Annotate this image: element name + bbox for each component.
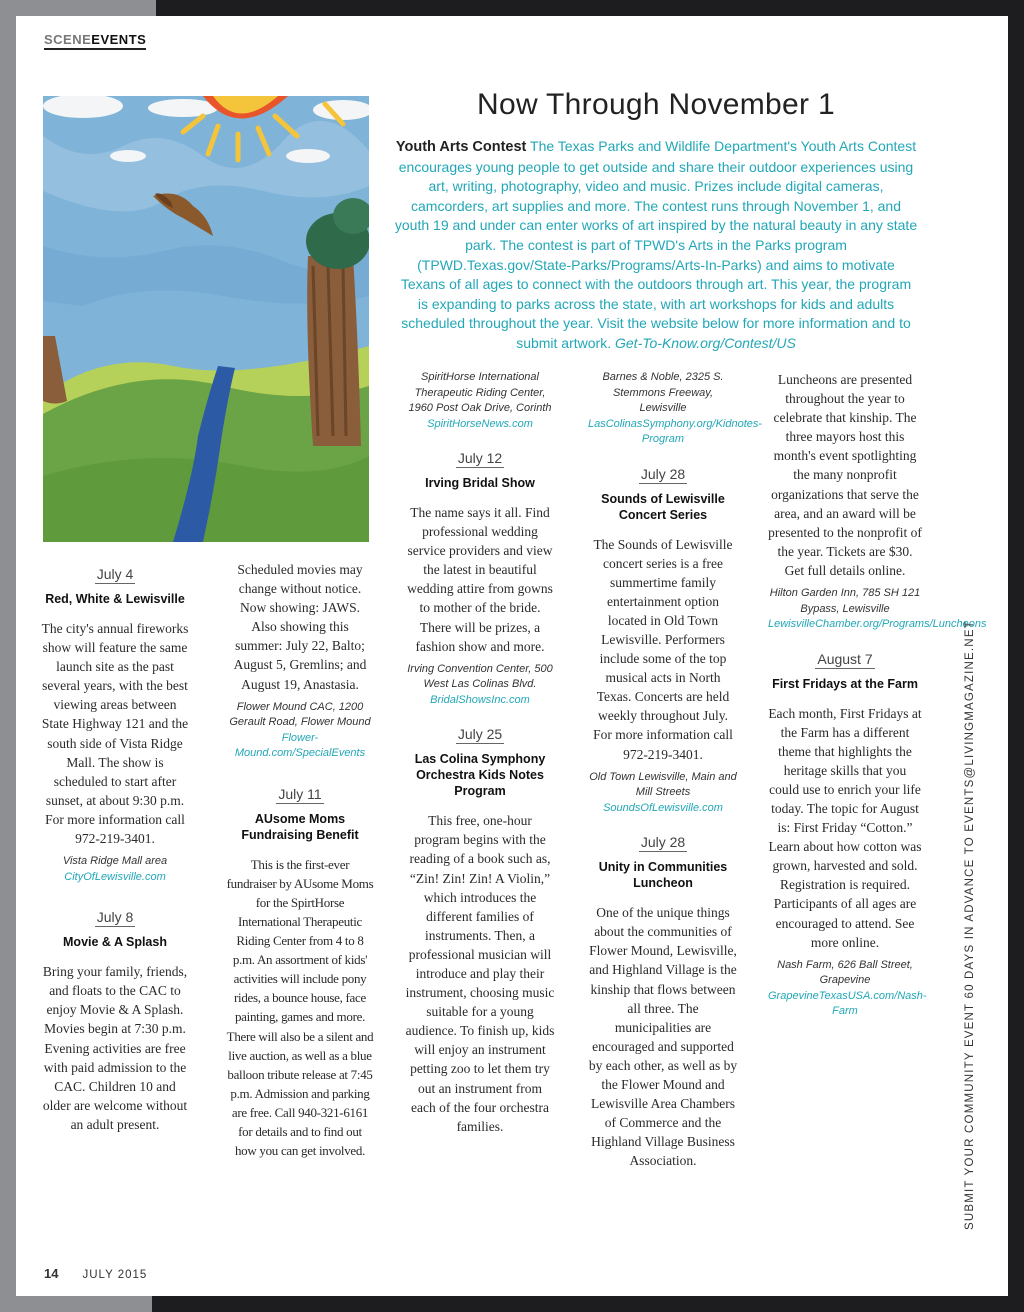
event-location: Flower Mound CAC, 1200 Gerault Road, Flower Mound Flower-Mound.com/SpecialEvents — [229, 700, 371, 760]
event-location: Vista Ridge Mall area — [62, 855, 168, 868]
frame-bottom-gray-bar — [0, 1296, 152, 1312]
event-location: SpiritHorse International Therapeutic Riding Center, 1960 Post Oak Drive, Corinth — [408, 371, 552, 414]
event-description: Each month, First Fridays at the Farm has a different theme that highlights the heritage skills that you could use to enrich your life today. The topic for August is: First Friday “Cotton.” Learn about how cotton was grown, harvested and sold. Registration is required. Participants of all ages are encouraged to attend. See more online. — [768, 705, 922, 950]
event-title: Irving Bridal Show — [425, 476, 535, 490]
event-link[interactable]: LasColinasSymphony.org/Kidnotes-Program — [588, 417, 763, 445]
page-number: 14 — [44, 1266, 59, 1281]
event-link[interactable]: Flower-Mound.com/SpecialEvents — [234, 731, 366, 760]
section-tag: SCENEEVENTS — [44, 32, 146, 50]
event-link[interactable]: SpiritHorseNews.com — [427, 417, 533, 430]
event-title: AUsome Moms Fundraising Benefit — [241, 811, 359, 842]
hero-title: Now Through November 1 — [477, 88, 835, 121]
event-title: Sounds of Lewisville Concert Series — [601, 491, 725, 522]
events-column-4 — [588, 370, 763, 1176]
event-description: The city's annual fireworks show will feature the same launch site as the past several years, with the best viewing areas between State Highway 121 and the south side of Vista Ridge Mall. The show is scheduled to start after sunset, at about 9:30 p.m. For more information call 972-219-3401. — [41, 621, 189, 847]
event-title: First Fridays at the Farm — [772, 676, 918, 691]
hero-article — [394, 137, 918, 354]
event-location: Barnes & Noble, 2325 S. Stemmons Freeway, Lewisville — [602, 371, 724, 414]
event-location: Irving Convention Center, 500 West Las Colinas Blvd. — [407, 662, 553, 691]
hero-lead: Youth Arts Contest — [395, 139, 527, 155]
event-link[interactable]: CityOfLewisville.com — [64, 870, 166, 883]
event-link[interactable]: BridalShowsInc.com — [430, 693, 530, 706]
event-date: July 12 — [457, 450, 503, 466]
event-description-continued: Scheduled movies may change without notice. Now showing: JAWS. Also showing this summer: July 22, Balto; August 5, Gremlins; and August 19, Anastasia. — [233, 562, 367, 692]
event-link[interactable]: LewisvilleChamber.org/Programs/Luncheons — [768, 618, 987, 631]
event-link[interactable]: GrapevineTexasUSA.com/Nash-Farm — [768, 989, 927, 1018]
event-description: This free, one-hour program begins with the reading of a book such as, “Zin! Zin! Zin! A Violin,” which introduces the different families of instruments. Then, a professional musician will introduce and play their instrument, choosing music suitable for a young audience. To finish up, kids will enjoy an instrument petting zoo to let them try out an instrument from each of the four orchestra families. — [405, 813, 555, 1134]
hero-link[interactable]: Get-To-Know.org/Contest/US — [615, 334, 796, 351]
event-description: One of the unique things about the communities of Flower Mound, Lewisville, and Highland Village is the kinship that flows between all three. The municipalities are encouraged and supported by each other, as well as by the Flower Mound and Lewisville Area Chambers of Commerce and the Highland Village Business Association. — [588, 905, 738, 1169]
event-location: Nash Farm, 626 Ball Street, Grapevine — [777, 958, 913, 987]
event-date: July 11 — [278, 785, 322, 802]
event-location: Hilton Garden Inn, 785 SH 121 Bypass, Lewisville — [769, 587, 921, 615]
event-location: Old Town Lewisville, Main and Mill Streets — [589, 770, 737, 799]
submission-side-note: SUBMIT YOUR COMMUNITY EVENT 60 DAYS IN ADVANCE TO EVENTS@LIVINGMAGAZINE.NET — [964, 620, 976, 1230]
event-date: July 28 — [640, 834, 686, 851]
event-title: Red, White & Lewisville — [45, 592, 185, 606]
frame-top-gray-bar — [0, 0, 156, 16]
event-title: Las Colina Symphony Orchestra Kids Notes Program — [414, 752, 546, 799]
event-date: July 8 — [96, 909, 134, 926]
event-description: The Sounds of Lewisville concert series is a free summertime family entertainment option located in Old Town Lewisville. Performers include some of the top musical acts in North Texas. Concerts are held weekly throughout July. For more information call 972-219-3401. — [593, 536, 733, 762]
child-drawing-artwork — [43, 96, 369, 542]
event-link[interactable]: SoundsOfLewisville.com — [603, 801, 723, 814]
event-title: Movie & A Splash — [63, 935, 167, 950]
event-date: July 25 — [457, 726, 503, 743]
frame-left-gray-bar — [0, 0, 16, 1312]
event-date: August 7 — [817, 650, 873, 667]
event-description: Bring your family, friends, and floats to the CAC to enjoy Movie & A Splash. Movies begin at 7:30 p.m. Evening activities are free with paid admission to the CAC. Children 10 and older are welcome without an adult present. — [42, 964, 188, 1132]
hero-body-text: The Texas Parks and Wildlife Department's Youth Arts Contest encourages young people to get outside and share their outdoor experiences using art, writing, photography, video and music. Prizes include digital cameras, camcorders, art supplies and more. The contest runs through November 1, and youth 19 and under can enter works of art inspired by the natural beauty in any state park. The contest is part of TPWD's Arts in the Parks program (TPWD.Texas.gov/State-Parks/Programs/Arts-In-Parks) and aims to motivate Texans of all ages to connect with the outdoors through art. This year, the program is expanding to parks across the state, with art workshops for kids and adults scheduled throughout the year. Visit the website below for more information and to submit artwork. — [394, 138, 918, 351]
event-title: Unity in Communities Luncheon — [598, 860, 728, 891]
events-column-2 — [226, 560, 374, 1166]
event-date: July 28 — [640, 465, 686, 482]
event-description: This is the first-ever fundraiser by AUsome Moms for the SpirtHorse International Therapeutic Riding Center from 4 to 8 p.m. An assortment of kids' activities will include pony rides, a bounce house, face painting, games and more. There will also be a silent and live auction, as well as a blue balloon tribute release at 7:45 p.m. Admission and parking are free. Call 940-321-6161 for details and to find out how you can get involved. — [226, 856, 374, 1159]
page-footer — [44, 1266, 147, 1281]
issue-date: JULY 2015 — [82, 1269, 148, 1281]
event-description: The name says it all. Find professional wedding service providers and view the latest in beautiful wedding attire from gowns to mother of the bride. There will be prizes, a fashion show and more. — [407, 505, 553, 654]
events-column-3 — [404, 370, 556, 1142]
event-date: July 4 — [96, 566, 134, 582]
events-column-1 — [40, 560, 190, 1140]
event-description-continued: Luncheons are presented throughout the year to celebrate that kinship. The three mayors host this month's event spotlighting the many nonprofit organizations that serve the area, and an award will be presented to the nonprofit of the year. Tickets are $30. Get full details online. — [768, 372, 922, 578]
